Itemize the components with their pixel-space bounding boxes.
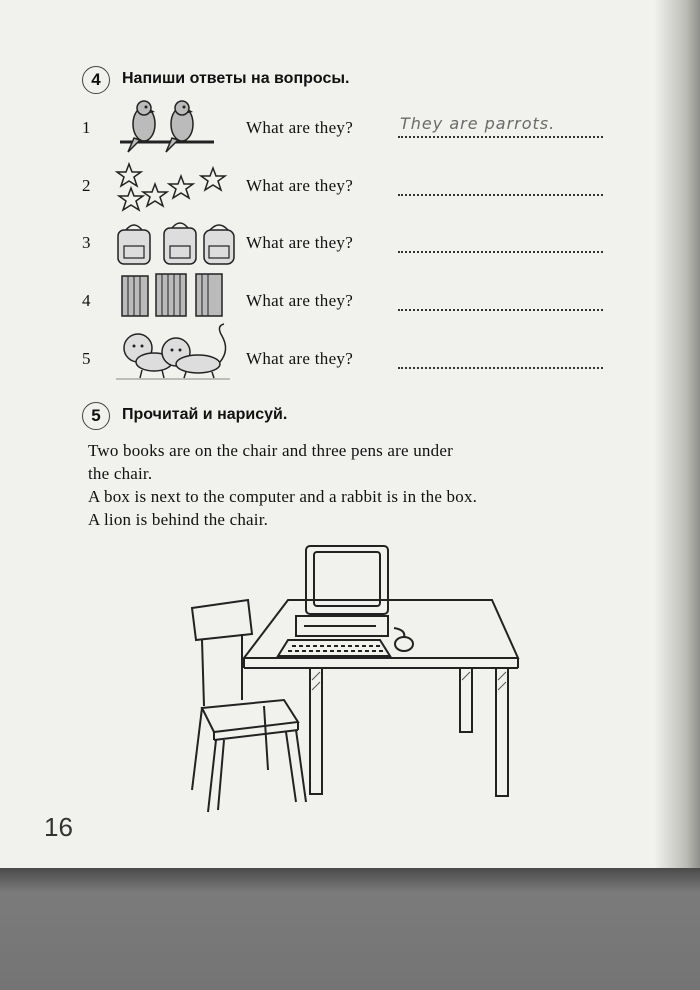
desk-chair-computer-illustration [180, 540, 540, 820]
page-gutter-shadow [654, 0, 700, 868]
question-2-number: 2 [82, 176, 91, 195]
question-1-text: What are they? [246, 118, 354, 137]
question-5-text: What are they? [246, 349, 354, 368]
answer-2-line [398, 192, 603, 196]
stars-icon [115, 162, 230, 212]
instruction-line-3: A box is next to the computer and a rabbit is in the box. [88, 487, 478, 506]
question-3-number: 3 [82, 233, 91, 252]
answer-1-handwritten: They are parrots. [400, 114, 556, 133]
books-icon [116, 270, 231, 320]
lions-icon [112, 320, 237, 380]
exercise-5-number: 5 [82, 402, 110, 430]
answer-3-line [398, 249, 603, 253]
instruction-line-2: the chair. [88, 464, 153, 483]
question-5-number: 5 [82, 349, 91, 368]
scanner-background [0, 868, 700, 990]
answer-1-line [398, 134, 603, 138]
instruction-line-4: A lion is behind the chair. [88, 510, 269, 529]
answer-5-line [398, 365, 603, 369]
exercise-4-number: 4 [82, 66, 110, 94]
exercise-5-title: Прочитай и нарисуй. [122, 406, 288, 423]
exercise-4-title: Напиши ответы на вопросы. [122, 70, 350, 87]
question-1-number: 1 [82, 118, 91, 137]
question-4-text: What are they? [246, 291, 354, 310]
question-4-number: 4 [82, 291, 91, 310]
parrots-icon [110, 98, 230, 154]
instruction-line-1: Two books are on the chair and three pens are under [88, 441, 453, 460]
bags-icon [110, 218, 240, 266]
question-2-text: What are they? [246, 176, 354, 195]
question-3-text: What are they? [246, 233, 354, 252]
page-number: 16 [44, 812, 73, 842]
answer-4-line [398, 307, 603, 311]
